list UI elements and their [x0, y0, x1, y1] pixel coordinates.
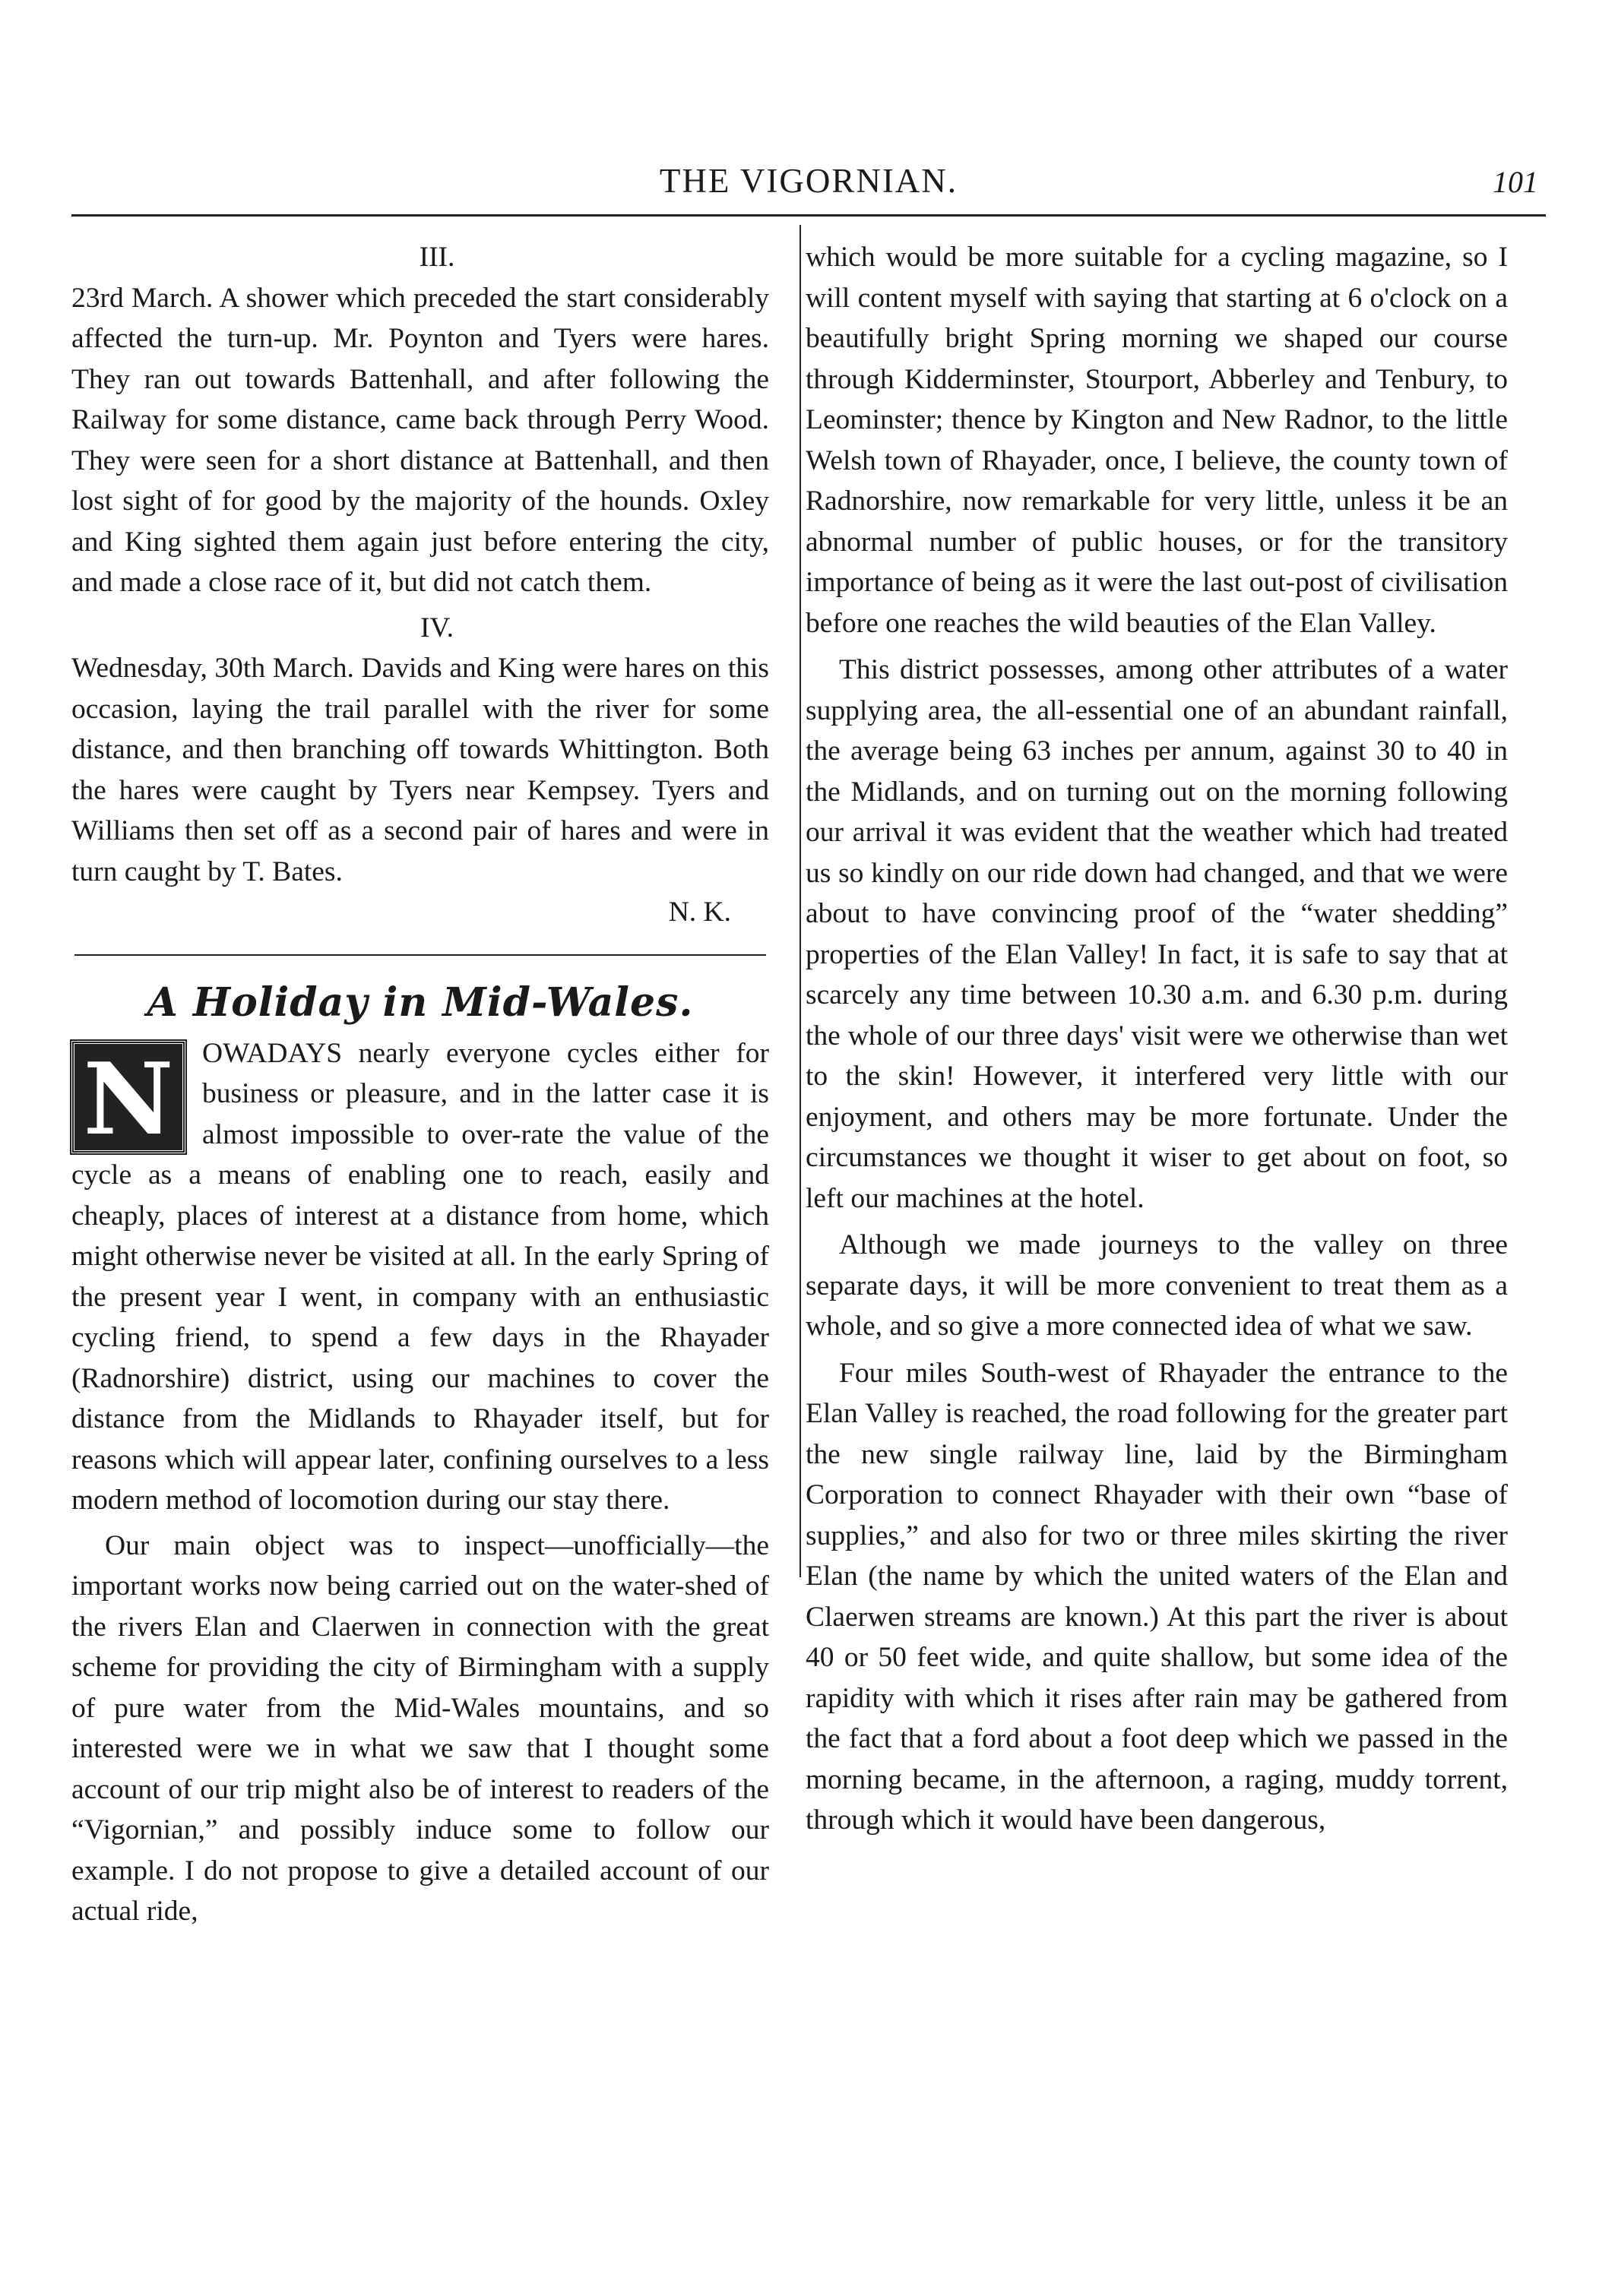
right-paragraph-3: Although we made journeys to the valley on three separate days, it will be more convenient to treat them as a whole, and so give a more connected idea of what we saw.: [806, 1229, 1508, 1342]
column-divider: [800, 225, 801, 1577]
left-column: [71, 237, 769, 1932]
section-number-iii: III.: [419, 242, 455, 273]
section-iii-text: 23rd March. A shower which preceded the start considerably affected the turn-up. Mr. Poynton and Tyers were hares. They ran out towards Battenhall, and after following the Railway for some distance, came back through Perry Wood. They were seen for a short distance at Battenhall, and then lost sight of for good by the majority of the hounds. Oxley and King sighted them again just before entering the city, and made a close race of it, but did not catch them.: [71, 282, 769, 598]
right-paragraph-1: which would be more suitable for a cycling magazine, so I will content myself with saying that starting at 6 o'clock on a beautifully bright Spring morning we shaped our course through Kidderminster, Stourport, Abberley and Tenbury, to Leominster; thence by Kington and New Radnor, to the little Welsh town of Rhayader, once, I believe, the county town of Radnorshire, now remarkable for very little, unless it be an abnormal number of public houses, or for the transitory importance of being as it were the last out-post of civilisation before one reaches the wild beauties of the Elan Valley.: [806, 242, 1508, 639]
page-number: 101: [1493, 165, 1538, 199]
header-rule: [71, 214, 1546, 217]
drop-cap-letter: [71, 1040, 185, 1157]
article-separator: [74, 954, 766, 956]
page-header: [71, 161, 1546, 207]
article-title: A Holiday in Mid-Wales.: [147, 979, 694, 1026]
article-paragraph-1: [71, 1033, 769, 1521]
article-paragraph-2: Our main object was to inspect—unofficially—the important works now being carried out on the water-shed of the rivers Elan and Claerwen in connection with the great scheme for providing the city of Birmingham with a supply of pure water from the Mid-Wales mountains, and so interested were we in what we saw that I thought some account of our trip might also be of interest to readers of the “Vigornian,” and possibly induce some to follow our example. I do not propose to give a detailed account of our actual ride,: [71, 1529, 769, 1927]
right-column: [806, 237, 1508, 1841]
drop-cap-glyph: N: [83, 1040, 174, 1157]
article-paragraph-1-text: OWADAYS nearly everyone cycles either for business or pleasure, and in the latter case it is almost impossible to over-rate the value of the cycle as a means of enabling one to reach, easily and cheaply, places of interest at a distance from home, which might otherwise never be visited at all. In the early Spring of the present year I went, in company with an enthusiastic cycling friend, to spend a few days in the Rhayader (Radnorshire) district, using our machines to cover the distance from the Midlands to Rhayader itself, but for reasons which will appear later, confining ourselves to a less modern method of locomotion during our stay there.: [71, 1037, 769, 1516]
right-paragraph-4: Four miles South-west of Rhayader the entrance to the Elan Valley is reached, the road following for the greater part the new single railway line, laid by the Birmingham Corporation to connect Rhayader with their own “base of supplies,” and also for two or three miles skirting the river Elan (the name by which the united waters of the Elan and Claerwen streams are known.) At this part the river is about 40 or 50 feet wide, and quite shallow, but some idea of the rapidity with which it rises after rain may be gathered from the fact that a ford about a foot deep which we passed in the morning became, in the afternoon, a raging, muddy torrent, through which it would have been dangerous,: [806, 1357, 1508, 1836]
author-signature: N. K.: [668, 897, 731, 928]
journal-title: THE VIGORNIAN.: [659, 162, 958, 200]
right-paragraph-2: This district possesses, among other attributes of a water supplying area, the all-essential one of an abundant rainfall, the average being 63 inches per annum, against 30 to 40 in the Midlands, and on turning out on the morning following our arrival it was evident that the weather which had treated us so kindly on our ride down had changed, and that we were about to have convincing proof of the “water shedding” properties of the Elan Valley! In fact, it is safe to say that at scarcely any time between 10.30 a.m. and 6.30 p.m. during the whole of our three days' visit were we otherwise than wet to the skin! However, it interfered very little with our enjoyment, and others may be more fortunate. Under the circumstances we thought it wiser to get about on foot, so left our machines at the hotel.: [806, 654, 1508, 1214]
section-number-iv: IV.: [420, 612, 454, 644]
section-iv-text: Wednesday, 30th March. Davids and King were hares on this occasion, laying the trail parallel with the river for some distance, and then branching off towards Whittington. Both the hares were caught by Tyers near Kempsey. Tyers and Williams then set off as a second pair of hares and were in turn caught by T. Bates.: [71, 653, 769, 887]
